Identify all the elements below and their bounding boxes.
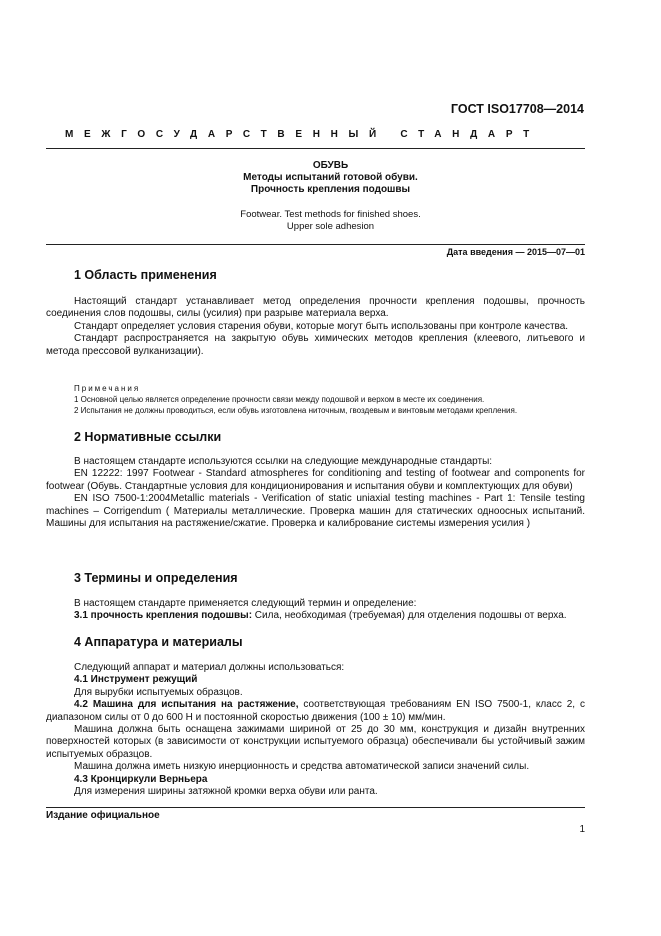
edition-label: Издание официальное xyxy=(46,810,160,821)
page-number: 1 xyxy=(579,824,585,835)
paragraph: В настоящем стандарте используются ссылки на следующие международные стандарты: xyxy=(74,456,493,467)
term-definition xyxy=(46,610,585,622)
term-text: Сила, необходимая (требуемая) для отделения подошвы от верха. xyxy=(252,610,567,622)
note-2: 2 Испытания не должны проводиться, если обувь изготовлена ниточным, гвоздевым и винтовым методами крепления. xyxy=(74,406,518,415)
date-divider xyxy=(46,244,585,245)
item-4-3-label xyxy=(46,774,585,786)
section-1-notes xyxy=(74,383,594,416)
header-divider xyxy=(46,148,585,149)
paragraph: Машина должна иметь низкую инерционность и средства автоматической записи значений силы. xyxy=(74,761,530,773)
reference-en-iso-7500-1: EN ISO 7500-1:2004Metallic materials - Verification of static uniaxial testing machines - Part 1: Tensile testing machines – Corrigendum ( Материалы металлические. Проверка машин для статических одноосных испытаний. Машины для испытания на растяжение/сжатие. Проверка и калибрование системы измерения усилия ) xyxy=(46,493,585,530)
item-4-3-title: 4.3 Кронциркули Верньера xyxy=(74,773,208,785)
term-label: 3.1 прочность крепления подошвы: xyxy=(74,610,253,622)
reference-en-12222: EN 12222: 1997 Footwear - Standard atmospheres for conditioning and testing of footwear and components for footwear (Обувь. Стандартные условия для кондиционирования и испытания обуви и комплектующих для обуви) xyxy=(46,468,585,492)
item-4-1-label xyxy=(46,674,585,686)
title-ru-line3: Прочность крепления подошвы xyxy=(250,184,411,195)
item-4-3-text: Для измерения ширины затяжной кромки верха обуви или ранта. xyxy=(74,786,378,798)
item-4-2-text: соответствующая требованиям EN ISO 7500-1, класс 2, с диапазоном силы от 0 до 600 Н и постоянной скоростью движения (100 ± 10) мм/мин. xyxy=(46,699,585,723)
section-2-heading: 2 Нормативные ссылки xyxy=(74,430,222,444)
footer-divider xyxy=(46,807,585,808)
note-1: 1 Основной целью является определение прочности связи между подошвой и верхом в месте их соединения. xyxy=(74,395,485,404)
paragraph: Следующий аппарат и материал должны использоваться: xyxy=(74,662,345,673)
title-ru-line1: ОБУВЬ xyxy=(312,160,349,171)
paragraph: Машина должна быть оснащена зажимами шириной от 25 до 30 мм, конструкция и дизайн внутренних поверхностей которых (в зависимости от конструкции испытуемого образца) обеспечивали бы устойчивый зажим испытуемых образцов. xyxy=(46,724,585,760)
section-4-heading: 4 Аппаратура и материалы xyxy=(74,635,243,649)
paragraph: В настоящем стандарте применяется следующий термин и определение: xyxy=(74,598,417,609)
section-2-body xyxy=(46,456,585,530)
section-4-body xyxy=(46,662,585,798)
standard-code: ГОСТ ISO17708—2014 xyxy=(450,102,584,116)
section-1-heading: 1 Область применения xyxy=(74,268,217,282)
paragraph: Стандарт распространяется на закрытую обувь химических методов крепления (клеевого, литьевого и метода прессовой вулканизации). xyxy=(46,333,585,357)
item-4-2 xyxy=(46,699,585,724)
title-en-line2: Upper sole adhesion xyxy=(286,221,375,232)
item-4-2-title: 4.2 Машина для испытания на растяжение, xyxy=(74,699,299,711)
paragraph: Настоящий стандарт устанавливает метод определения прочности крепления подошвы, прочность соединения слов подошвы, силы (усилия) при разрыве материала верха. xyxy=(46,296,585,320)
interstate-standard-label: МЕЖГОСУДАРСТВЕННЫЙ СТАНДАРТ xyxy=(65,129,540,140)
paragraph: Стандарт определяет условия старения обуви, которые могут быть использованы при контроле качества. xyxy=(74,320,569,332)
item-4-1-title: 4.1 Инструмент режущий xyxy=(74,674,198,686)
section-3-heading: 3 Термины и определения xyxy=(74,571,238,585)
item-4-1-text: Для вырубки испытуемых образцов. xyxy=(74,686,243,698)
title-ru-line2: Методы испытаний готовой обуви. xyxy=(243,172,418,183)
section-3-body xyxy=(46,598,585,623)
introduction-date: Дата введения — 2015—07—01 xyxy=(446,247,585,257)
notes-heading: Примечания xyxy=(74,384,141,393)
section-1-body xyxy=(46,296,585,358)
title-en-line1: Footwear. Test methods for finished shoes. xyxy=(240,209,421,220)
